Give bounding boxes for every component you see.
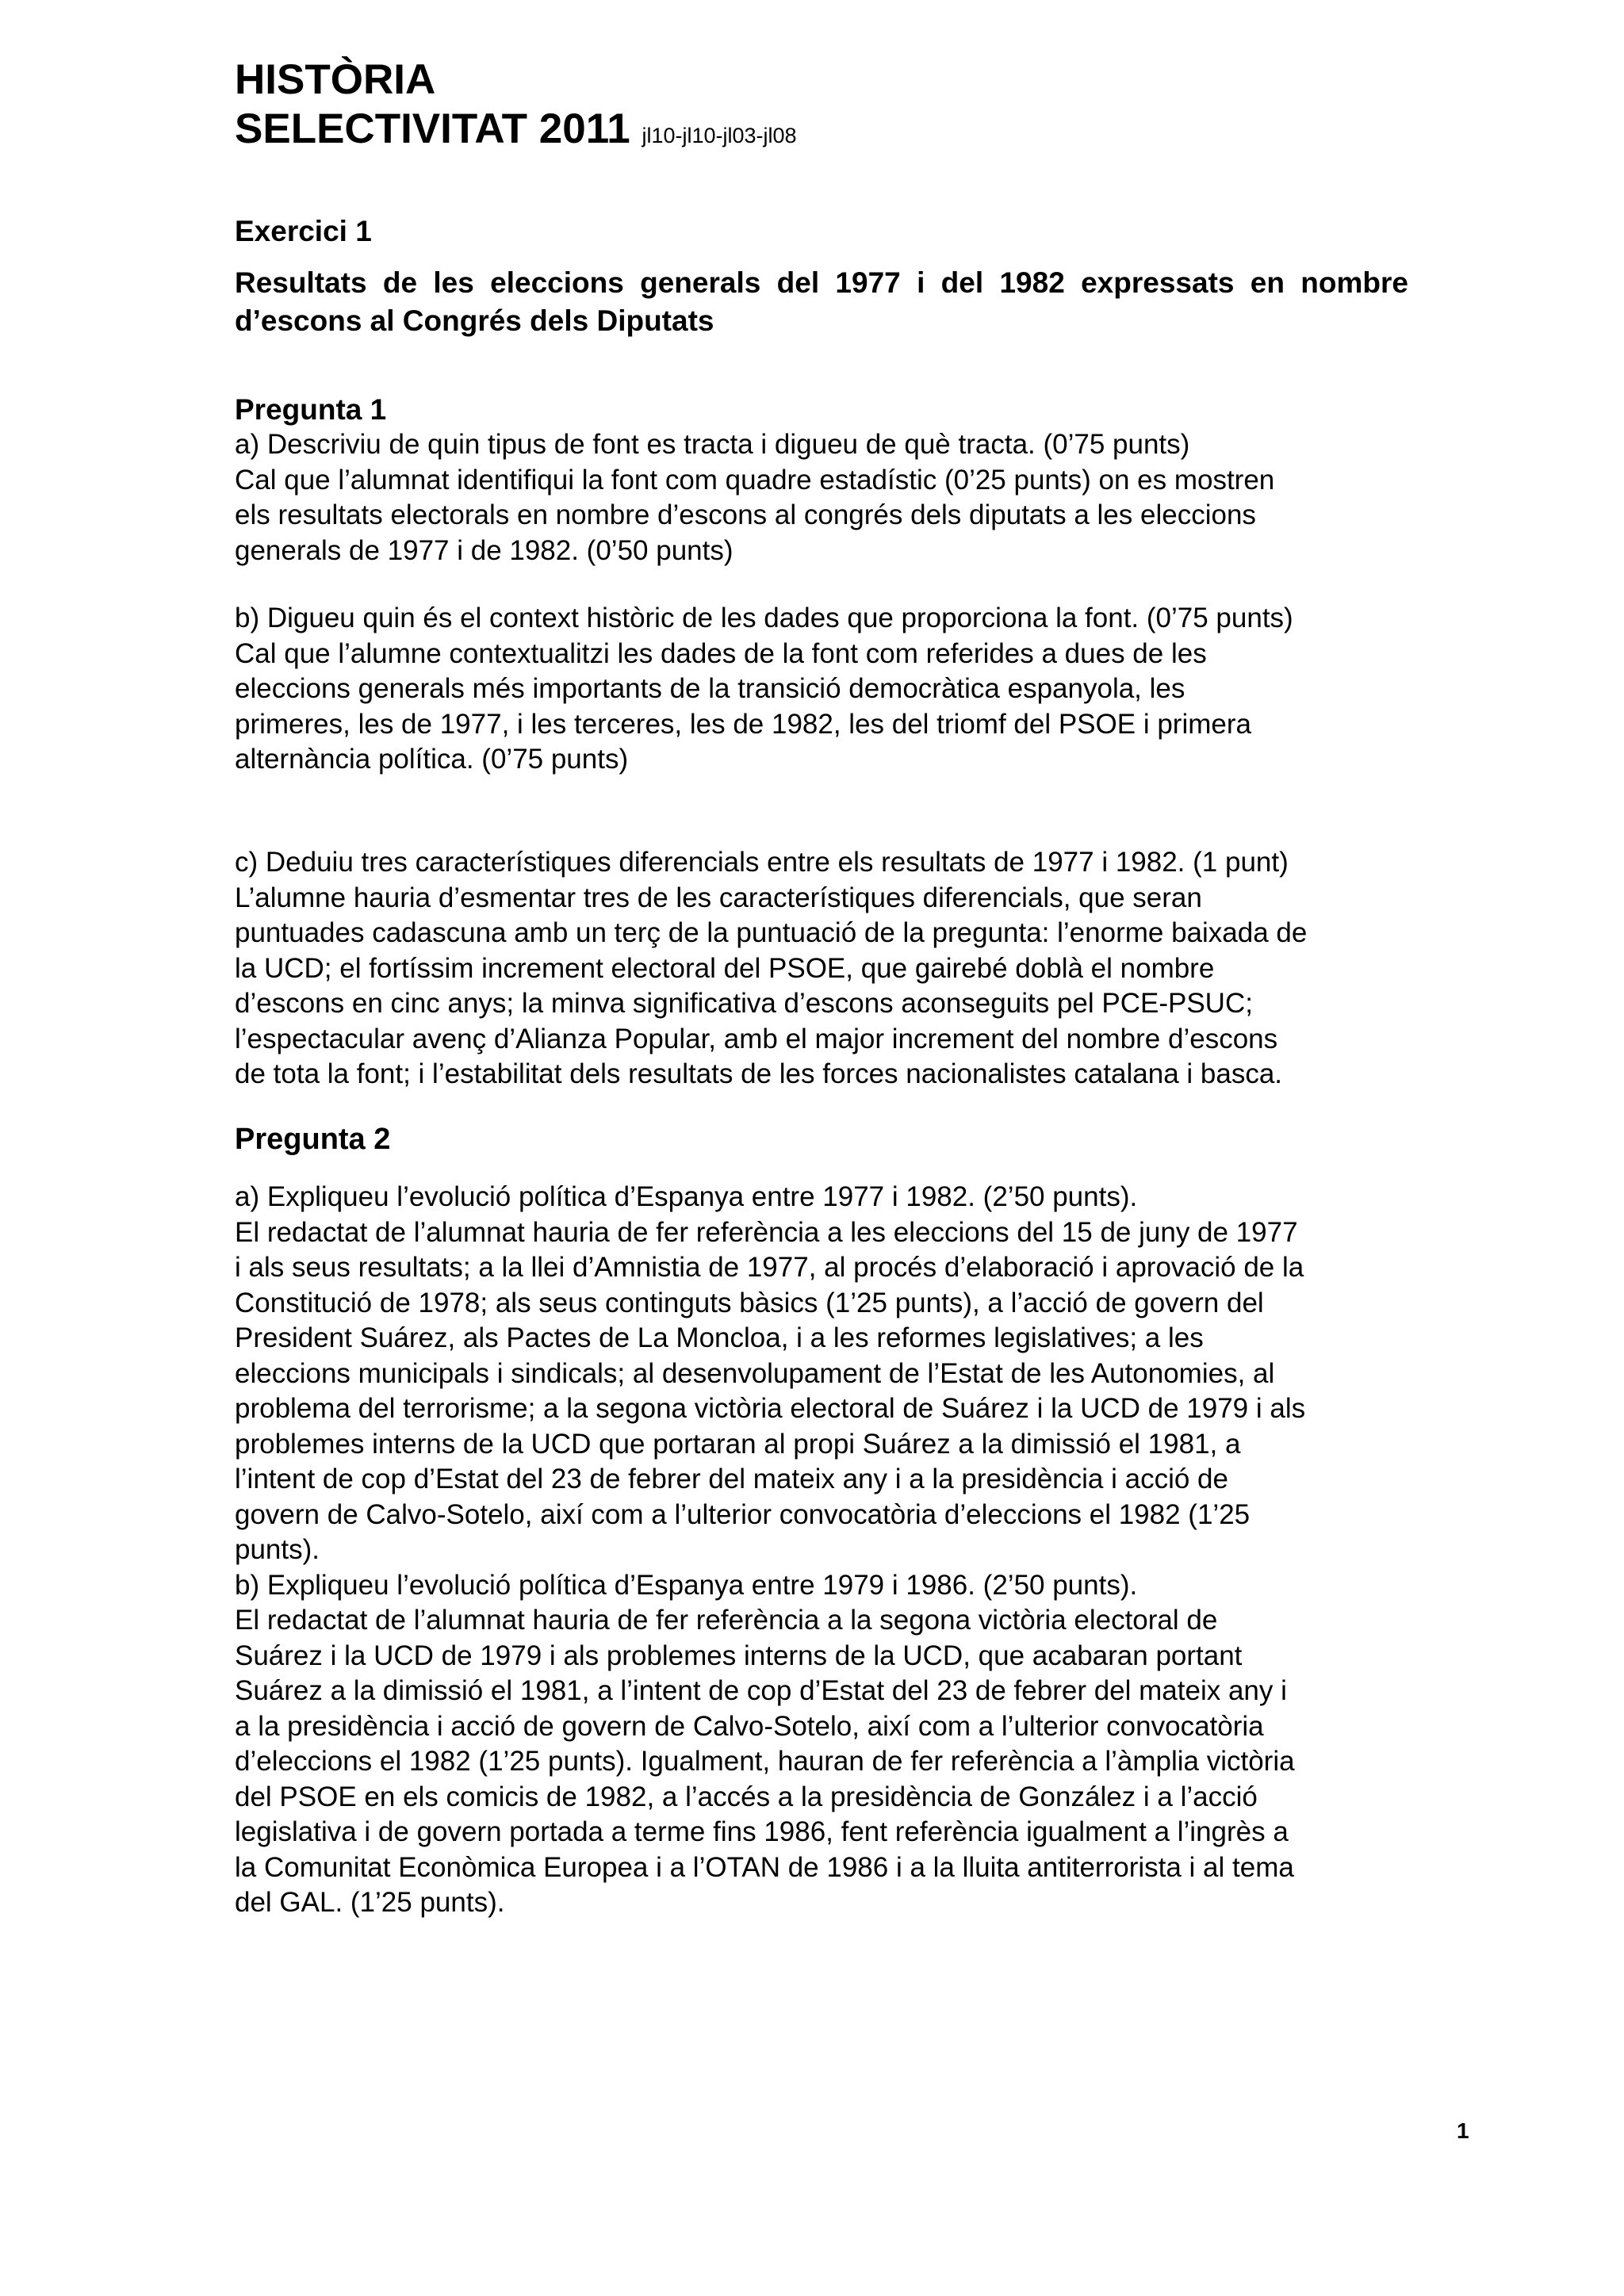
- text-line: l’intent de cop d’Estat del 23 de febrer del mateix any i a la presidència i acció de: [235, 1464, 1228, 1494]
- document-subtitle: [235, 105, 1408, 160]
- text-line: problema del terrorisme; a la segona victòria electoral de Suárez i la UCD de 1979 i als: [235, 1393, 1306, 1424]
- text-line: problemes interns de la UCD que portaran al propi Suárez a la dimissió el 1981, a: [235, 1428, 1241, 1460]
- text-line: govern de Calvo-Sotelo, així com a l’ulterior convocatòria d’eleccions el 1982 (1’25: [235, 1498, 1251, 1530]
- text-line: El redactat de l’alumnat hauria de fer referència a les eleccions del 15 de juny de 1977: [235, 1216, 1298, 1248]
- text-line: b) Digueu quin és el context històric de les dades que proporciona la font. (0’75 punts): [235, 603, 1293, 633]
- text-line: a la presidència i acció de govern de Calvo-Sotelo, així com a l’ulterior convocatòria: [235, 1710, 1264, 1742]
- text-line: la UCD; el fortíssim increment electoral del PSOE, que gairebé doblà el nombre: [235, 952, 1215, 984]
- question-1-heading: Pregunta 1: [235, 393, 387, 426]
- text-line: puntuades cadascuna amb un terç de la puntuació de la pregunta: l’enorme baixada de: [235, 917, 1308, 948]
- exam-code: jl10-jl10-jl03-jl08: [642, 124, 797, 147]
- text-line: alternància política. (0’75 punts): [235, 744, 629, 775]
- text-line: els resultats electorals en nombre d’escons al congrés dels diputats a les eleccions: [235, 499, 1256, 530]
- question-1-part-b: [235, 601, 1408, 778]
- text-line: Suárez a la dimissió el 1981, a l’intent de cop d’Estat del 23 de febrer del mateix any i: [235, 1675, 1287, 1706]
- text-line: eleccions municipals i sindicals; al desenvolupament de l’Estat de les Autonomies, al: [235, 1357, 1275, 1389]
- text-line: President Suárez, als Pactes de La Moncloa, i a les reformes legislatives; a les: [235, 1322, 1204, 1353]
- text-line: la Comunitat Econòmica Europea i a l’OTAN de 1986 i a la lluita antiterrorista i al tema: [235, 1851, 1294, 1883]
- page-number: 1: [1457, 2118, 1469, 2143]
- question-1-part-c: [235, 845, 1408, 1093]
- document-header: [235, 55, 1408, 160]
- text-line: de tota la font; i l’estabilitat dels resultats de les forces nacionalistes catalana i basca.: [235, 1058, 1283, 1089]
- text-line: punts).: [235, 1534, 320, 1565]
- question-2-section: [235, 1122, 1408, 1157]
- text-line: b) Expliqueu l’evolució política d’Espanya entre 1979 i 1986. (2’50 punts).: [235, 1569, 1138, 1601]
- text-line: generals de 1977 i de 1982. (0’50 punts): [235, 534, 733, 566]
- text-line: legislativa i de govern portada a terme fins 1986, fent referència igualment a l’ingrès a: [235, 1816, 1289, 1847]
- question-2-body: [235, 1180, 1408, 1921]
- exam-year-label: SELECTIVITAT 2011: [235, 105, 630, 152]
- source-title: Resultats de les eleccions generals del 1977 i del 1982 expressats en nombre d’escons al Congrés dels Diputats: [235, 266, 1408, 337]
- text-line: d’eleccions el 1982 (1’25 punts). Igualment, hauran de fer referència a l’àmplia victòria: [235, 1746, 1295, 1777]
- text-line: del PSOE en els comicis de 1982, a l’accés a la presidència de González i a l’acció: [235, 1781, 1258, 1812]
- text-line: i als seus resultats; a la llei d’Amnistia de 1977, al procés d’elaboració i aprovació de la: [235, 1252, 1304, 1283]
- text-line: Suárez i la UCD de 1979 i als problemes interns de la UCD, que acabaran portant: [235, 1640, 1243, 1671]
- document-page: [235, 55, 1408, 1918]
- text-line: Cal que l’alumnat identifiqui la font com quadre estadístic (0’25 punts) on es mostren: [235, 464, 1275, 496]
- text-line: Constitució de 1978; als seus continguts bàsics (1’25 punts), a l’acció de govern del: [235, 1287, 1264, 1318]
- text-line: d’escons en cinc anys; la minva significativa d’escons aconseguits pel PCE-PSUC;: [235, 988, 1253, 1019]
- text-line: c) Deduiu tres característiques diferencials entre els resultats de 1977 i 1982. (1 punt): [235, 847, 1289, 878]
- text-line: Cal que l’alumne contextualitzi les dades de la font com referides a dues de les: [235, 637, 1207, 669]
- text-line: L’alumne hauria d’esmentar tres de les característiques diferencials, que seran: [235, 882, 1202, 913]
- text-line: l’espectacular avenç d’Alianza Popular, amb el major increment del nombre d’escons: [235, 1023, 1278, 1054]
- text-line: a) Descriviu de quin tipus de font es tracta i digueu de què tracta. (0’75 punts): [235, 429, 1190, 460]
- text-line: primeres, les de 1977, i les terceres, les de 1982, les del triomf del PSOE i primera: [235, 708, 1251, 740]
- text-line: del GAL. (1’25 punts).: [235, 1887, 505, 1918]
- text-line: El redactat de l’alumnat hauria de fer referència a la segona victòria electoral de: [235, 1605, 1218, 1636]
- text-line: a) Expliqueu l’evolució política d’Espanya entre 1977 i 1982. (2’50 punts).: [235, 1181, 1138, 1212]
- question-1-part-a: [235, 427, 1408, 568]
- question-1-section: [235, 392, 1408, 568]
- text-line: eleccions generals més importants de la transició democràtica espanyola, les: [235, 673, 1185, 704]
- exercise-heading: Exercici 1: [235, 215, 372, 247]
- question-2-heading: Pregunta 2: [235, 1123, 391, 1156]
- document-title: HISTÒRIA: [235, 56, 436, 103]
